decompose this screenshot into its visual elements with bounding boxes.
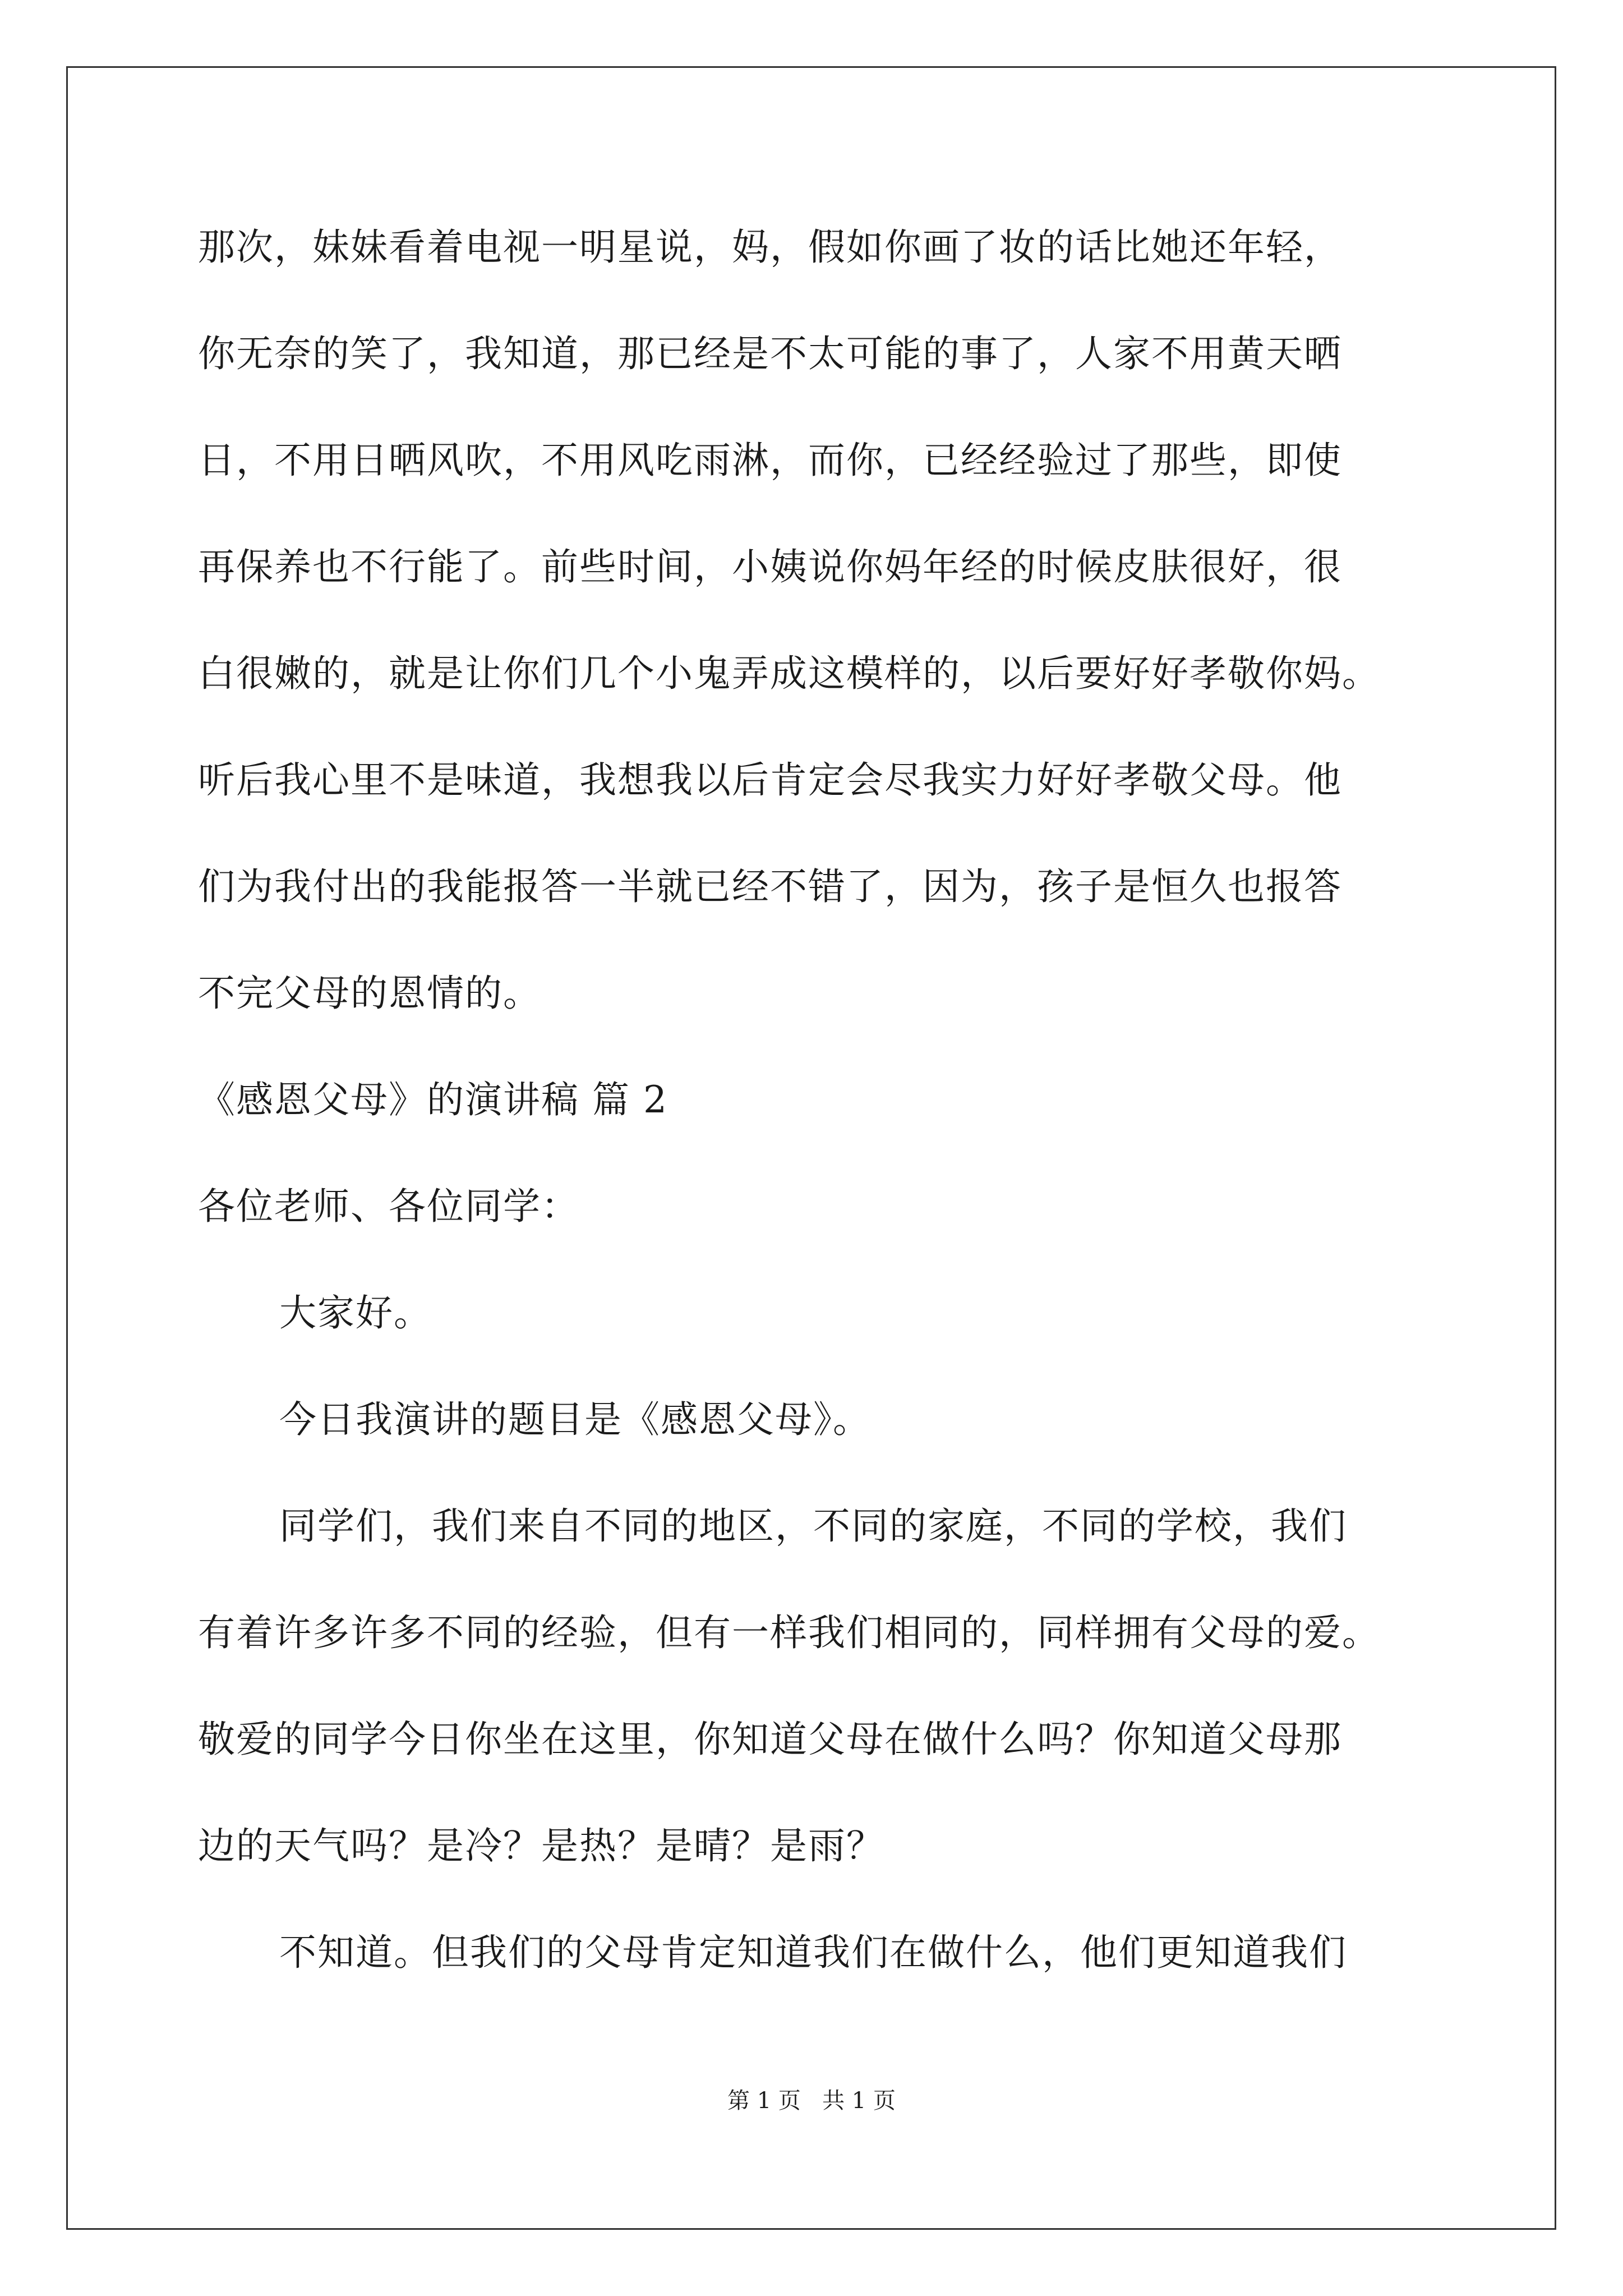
paragraph-line: 你无奈的笑了，我知道，那已经是不太可能的事了，人家不用黄天晒 [198, 332, 1342, 375]
page-number-footer: 第 1 页 共 1 页 [727, 2088, 896, 2114]
paragraph-line: 们为我付出的我能报答一半就已经不错了，因为，孩子是恒久也报答 [198, 865, 1342, 908]
paragraph-line: 再保养也不行能了。前些时间，小姨说你妈年经的时候皮肤很好，很 [198, 545, 1342, 588]
paragraph-line: 那次，妹妹看着电视一明星说，妈，假如你画了妆的话比她还年轻， [198, 226, 1342, 269]
paragraph-line: 不完父母的恩情的。 [198, 972, 541, 1015]
paragraph-line: 今日我演讲的题目是《感恩父母》。 [279, 1398, 871, 1441]
paragraph-line: 听后我心里不是味道，我想我以后肯定会尽我实力好好孝敬父母。他 [198, 758, 1342, 802]
greeting: 大家好。 [279, 1291, 432, 1335]
paragraph-line: 有着许多许多不同的经验，但有一样我们相同的，同样拥有父母的爱。 [198, 1611, 1380, 1654]
paragraph-line: 日，不用日晒风吹，不用风吃雨淋，而你，已经经验过了那些，即使 [198, 439, 1342, 482]
paragraph-line: 敬爱的同学今日你坐在这里，你知道父母在做什么吗？你知道父母那 [198, 1718, 1342, 1761]
page-border [66, 66, 1556, 2230]
paragraph-line: 同学们，我们来自不同的地区，不同的家庭，不同的学校，我们 [279, 1504, 1347, 1548]
paragraph-line: 白很嫩的，就是让你们几个小鬼弄成这模样的，以后要好好孝敬你妈。 [198, 652, 1380, 695]
salutation: 各位老师、各位同学： [198, 1185, 579, 1228]
paragraph-line: 边的天气吗？是冷？是热？是晴？是雨？ [198, 1824, 884, 1867]
section-heading: 《感恩父母》的演讲稿 篇 2 [198, 1078, 668, 1121]
paragraph-line: 不知道。但我们的父母肯定知道我们在做什么，他们更知道我们 [279, 1931, 1347, 1974]
